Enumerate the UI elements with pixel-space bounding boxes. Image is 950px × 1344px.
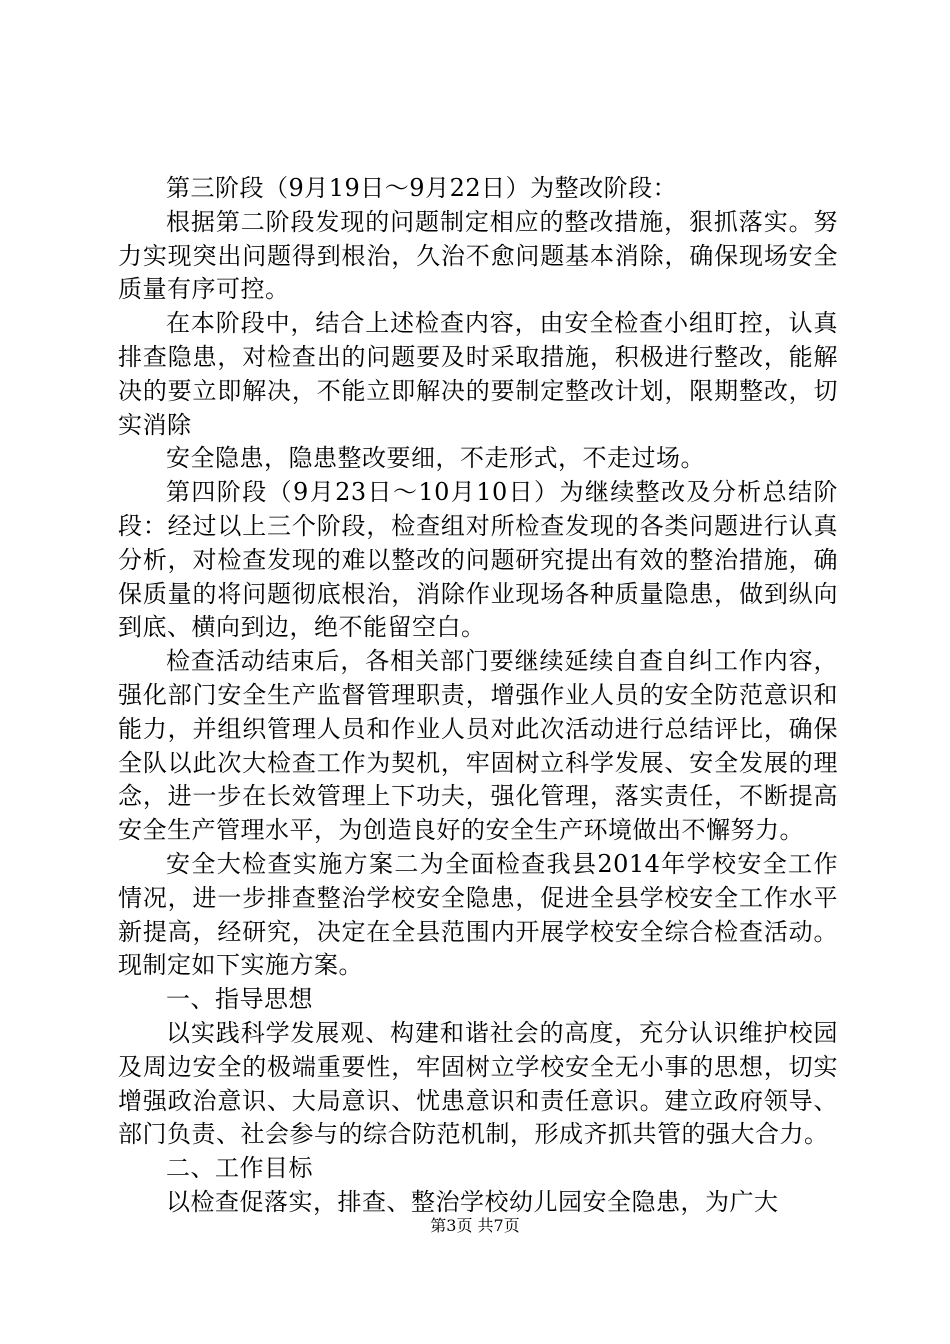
paragraph-after-inspection: 检查活动结束后，各相关部门要继续延续自查自纠工作内容，强化部门安全生产监督管理职责，增强作业人员的安全防范意识和能力，并组织管理人员和作业人员对此次活动进行总结评比，确保全队以此次大检查工作为契机，牢固树立科学发展、安全发展的理念，进一步在长效管理上下功夫，强化管理，落实责任，不断提高安全生产管理水平，为创造良好的安全生产环境做出不懈努力。 — [118, 647, 838, 845]
document-body — [118, 172, 838, 1220]
paragraph-plan-two-intro: 安全大检查实施方案二为全面检查我县2014年学校安全工作情况，进一步排查整治学校安全隐患，促进全县学校安全工作水平新提高，经研究，决定在全县范围内开展学校安全综合检查活动。现制定如下实施方案。 — [118, 849, 838, 980]
paragraph-stage-three-heading: 第三阶段（9月19日～9月22日）为整改阶段： — [166, 174, 678, 202]
page-footer — [0, 1216, 950, 1236]
page-number-label: 第3页 共7页 — [430, 1216, 520, 1235]
paragraph-stage-four: 第四阶段（9月23日～10月10日）为继续整改及分析总结阶段：经过以上三个阶段，检查组对所检查发现的各类问题进行认真分析，对检查发现的难以整改的问题研究提出有效的整治措施，确保质量的将问题彻底根治，消除作业现场各种质量隐患，做到纵向到底、横向到边，绝不能留空白。 — [118, 478, 838, 642]
section-heading-work-goals: 二、工作目标 — [166, 1154, 313, 1183]
paragraph-stage-three-measures: 根据第二阶段发现的问题制定相应的整改措施，狠抓落实。努力实现突出问题得到根治，久治不愈问题基本消除，确保现场安全质量有序可控。 — [118, 207, 838, 304]
section-heading-guiding-ideology: 一、指导思想 — [166, 985, 313, 1014]
paragraph-work-goals: 以检查促落实，排查、整治学校幼儿园安全隐患，为广大 — [166, 1187, 779, 1216]
paragraph-hazard-rectification: 安全隐患，隐患整改要细，不走形式，不走过场。 — [166, 444, 705, 473]
paragraph-guiding-ideology: 以实践科学发展观、构建和谐社会的高度，充分认识维护校园及周边安全的极端重要性，牢固树立学校安全无小事的思想，切实增强政治意识、大局意识、忧患意识和责任意识。建立政府领导、部门负责、社会参与的综合防范机制，形成齐抓共管的强大合力。 — [118, 1018, 838, 1149]
paragraph-stage-three-inspection: 在本阶段中，结合上述检查内容，由安全检查小组盯控，认真排查隐患，对检查出的问题要及时采取措施，积极进行整改，能解决的要立即解决，不能立即解决的要制定整改计划，限期整改，切实消除 — [118, 309, 838, 439]
